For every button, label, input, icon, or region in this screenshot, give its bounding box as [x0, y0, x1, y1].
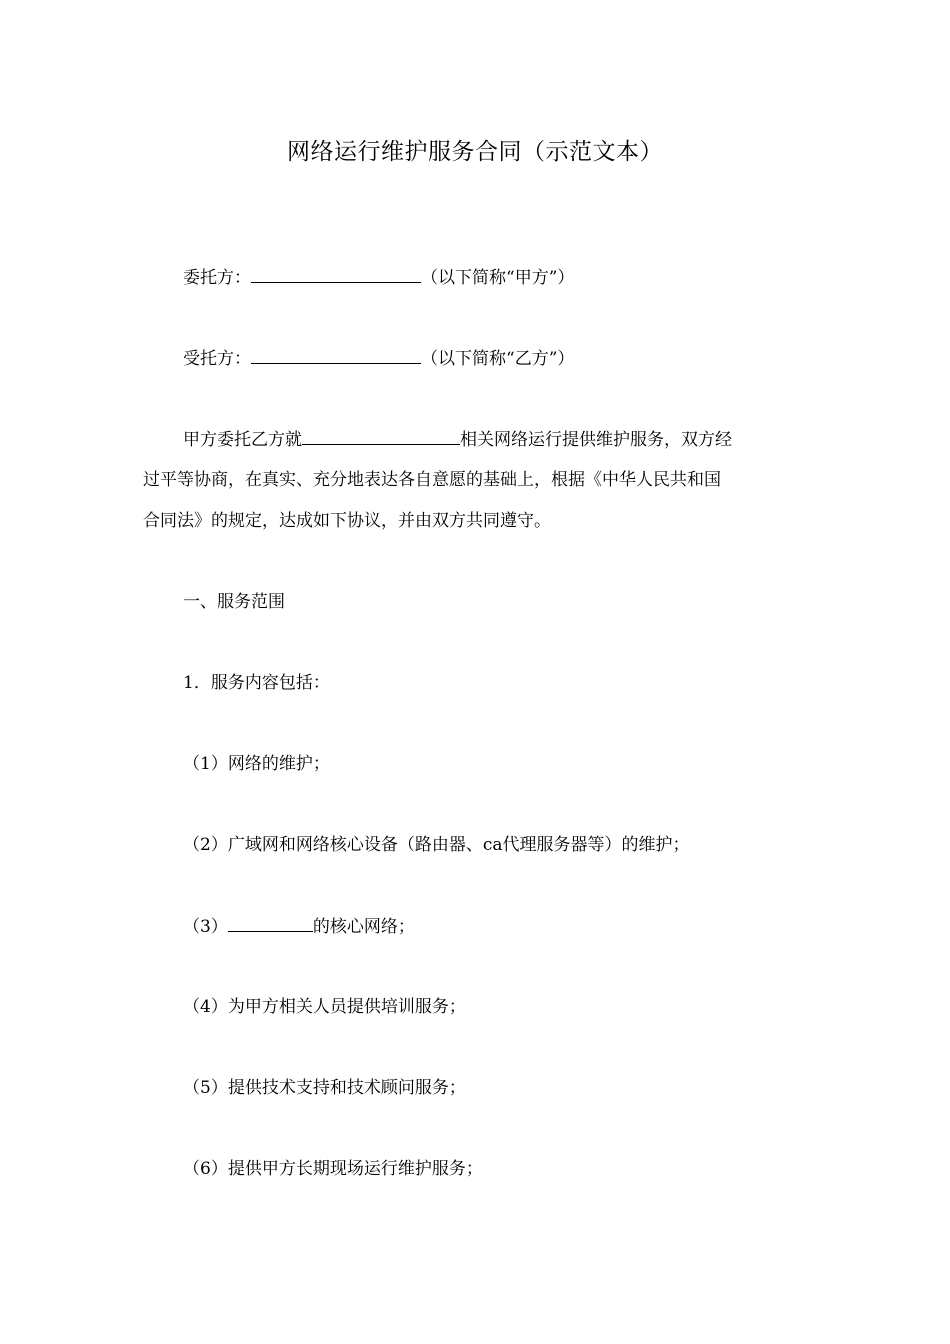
- contractor-suffix: （以下简称“乙方”）: [421, 349, 575, 369]
- service-item-3: [183, 913, 415, 940]
- contractor-label: 受托方：: [183, 349, 251, 369]
- document-title: 网络运行维护服务合同（示范文本）: [287, 139, 663, 165]
- intro-project-blank: [302, 426, 460, 445]
- client-suffix: （以下简称“甲方”）: [421, 268, 575, 288]
- intro-prefix: 甲方委托乙方就: [183, 430, 302, 450]
- service-item-3-suffix: 的核心网络；: [312, 917, 415, 937]
- service-item-3-prefix: （3）: [183, 917, 228, 937]
- service-content-heading: 1．服务内容包括：: [183, 673, 330, 693]
- service-item-5: （5）提供技术支持和技术顾问服务；: [183, 1078, 466, 1098]
- contractor-name-blank: [251, 345, 421, 364]
- intro-suffix: 相关网络运行提供维护服务，双方经: [460, 430, 732, 450]
- intro-line-3: 合同法》的规定，达成如下协议，并由双方共同遵守。: [143, 511, 551, 531]
- service-item-6: （6）提供甲方长期现场运行维护服务；: [183, 1159, 483, 1179]
- service-item-1: （1）网络的维护；: [183, 754, 330, 774]
- service-item-3-blank: [228, 913, 313, 932]
- service-item-4: （4）为甲方相关人员提供培训服务；: [183, 997, 466, 1017]
- client-label: 委托方：: [183, 268, 251, 288]
- service-item-2: （2）广域网和网络核心设备（路由器、ca代理服务器等）的维护；: [183, 835, 690, 855]
- client-name-blank: [251, 264, 421, 283]
- intro-line-1: [183, 426, 732, 453]
- contractor-line: [183, 345, 574, 372]
- intro-line-2: 过平等协商，在真实、充分地表达各自意愿的基础上，根据《中华人民共和国: [143, 470, 721, 490]
- client-line: [183, 264, 574, 291]
- section-heading-service-scope: 一、服务范围: [183, 592, 285, 612]
